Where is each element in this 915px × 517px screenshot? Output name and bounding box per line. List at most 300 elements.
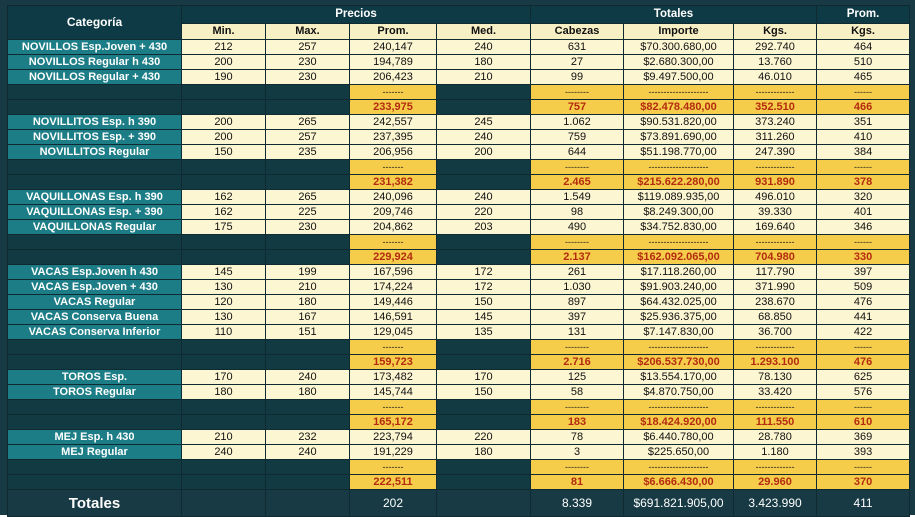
cell-prom-kgs: 346 [817, 220, 910, 235]
cell-max: 230 [266, 55, 350, 70]
subtotal-label-cell [8, 175, 182, 190]
column-header-min: Min. [182, 24, 266, 40]
separator-dashes-importe: -------------------- [624, 160, 734, 175]
column-header-prom: Prom. [350, 24, 437, 40]
table-row [8, 70, 910, 85]
subtotal-importe: $162.092.065,00 [624, 250, 734, 265]
separator-dashes-importe: -------------------- [624, 85, 734, 100]
cell-importe: $70.300.680,00 [624, 40, 734, 55]
totals-blank-cell [182, 490, 266, 517]
cell-max: 240 [266, 445, 350, 460]
cell-max: 210 [266, 280, 350, 295]
cell-cabezas: 99 [531, 70, 624, 85]
cell-kgs: 68.850 [734, 310, 817, 325]
table-row [8, 40, 910, 55]
subtotal-prom-kgs: 330 [817, 250, 910, 265]
subtotal-cabezas: 757 [531, 100, 624, 115]
separator-blank-cell [266, 160, 350, 175]
cell-cabezas: 58 [531, 385, 624, 400]
table-row [8, 55, 910, 70]
cell-prom: 206,423 [350, 70, 437, 85]
cell-kgs: 238.670 [734, 295, 817, 310]
cell-importe: $9.497.500,00 [624, 70, 734, 85]
table-row [8, 115, 910, 130]
cell-importe: $17.118.260,00 [624, 265, 734, 280]
cell-kgs: 46.010 [734, 70, 817, 85]
category-label: NOVILLITOS Regular [8, 145, 182, 160]
separator-dashes-kgs: ------------- [734, 85, 817, 100]
subtotal-importe: $206.537.730,00 [624, 355, 734, 370]
separator-dashes-prom: ------- [350, 400, 437, 415]
cell-prom: 129,045 [350, 325, 437, 340]
table-body [8, 40, 910, 490]
cell-max: 257 [266, 130, 350, 145]
separator-blank-cell [437, 400, 531, 415]
totals-label: Totales [8, 490, 182, 517]
cell-cabezas: 759 [531, 130, 624, 145]
column-header-kgs: Kgs. [734, 24, 817, 40]
separator-row [8, 85, 910, 100]
cell-med: 210 [437, 70, 531, 85]
cell-kgs: 373.240 [734, 115, 817, 130]
subtotal-prom: 165,172 [350, 415, 437, 430]
separator-dashes-cabezas: -------- [531, 460, 624, 475]
separator-dashes-prom-kgs: ------ [817, 85, 910, 100]
separator-label-cell [8, 460, 182, 475]
table-row [8, 310, 910, 325]
subtotal-importe: $18.424.920,00 [624, 415, 734, 430]
separator-dashes-cabezas: -------- [531, 400, 624, 415]
subtotal-kgs: 352.510 [734, 100, 817, 115]
separator-blank-cell [266, 235, 350, 250]
cell-min: 145 [182, 265, 266, 280]
subtotal-blank-cell [266, 475, 350, 490]
separator-dashes-prom: ------- [350, 340, 437, 355]
subtotal-blank-cell [266, 175, 350, 190]
cell-prom-kgs: 320 [817, 190, 910, 205]
cell-med: 203 [437, 220, 531, 235]
separator-label-cell [8, 85, 182, 100]
totals-prom-kgs: 411 [817, 490, 910, 517]
separator-dashes-prom: ------- [350, 460, 437, 475]
subtotal-importe: $215.622.280,00 [624, 175, 734, 190]
separator-blank-cell [182, 340, 266, 355]
separator-blank-cell [437, 160, 531, 175]
column-header-med: Med. [437, 24, 531, 40]
subtotal-label-cell [8, 415, 182, 430]
cell-prom-kgs: 576 [817, 385, 910, 400]
table-row [8, 295, 910, 310]
column-header-prom-kgs: Kgs. [817, 24, 910, 40]
cell-prom: 209,746 [350, 205, 437, 220]
subtotal-blank-cell [182, 250, 266, 265]
cell-med: 220 [437, 430, 531, 445]
cell-importe: $13.554.170,00 [624, 370, 734, 385]
cell-cabezas: 3 [531, 445, 624, 460]
separator-dashes-cabezas: -------- [531, 340, 624, 355]
cell-min: 210 [182, 430, 266, 445]
cell-kgs: 169.640 [734, 220, 817, 235]
cell-cabezas: 490 [531, 220, 624, 235]
subtotal-kgs: 1.293.100 [734, 355, 817, 370]
cell-prom: 174,224 [350, 280, 437, 295]
subtotal-blank-cell [182, 355, 266, 370]
cell-med: 200 [437, 145, 531, 160]
cell-importe: $225.650,00 [624, 445, 734, 460]
cell-prom: 145,744 [350, 385, 437, 400]
category-label: VAQUILLONAS Esp. + 390 [8, 205, 182, 220]
subtotal-prom-kgs: 370 [817, 475, 910, 490]
separator-dashes-cabezas: -------- [531, 160, 624, 175]
separator-dashes-cabezas: -------- [531, 235, 624, 250]
cell-cabezas: 644 [531, 145, 624, 160]
cell-max: 167 [266, 310, 350, 325]
cell-min: 170 [182, 370, 266, 385]
category-label: NOVILLITOS Esp. h 390 [8, 115, 182, 130]
column-group-prom: Prom. [817, 6, 910, 24]
category-label: VACAS Esp.Joven + 430 [8, 280, 182, 295]
table-row [8, 280, 910, 295]
category-label: VACAS Conserva Inferior [8, 325, 182, 340]
subtotal-blank-cell [266, 250, 350, 265]
subtotal-kgs: 111.550 [734, 415, 817, 430]
category-label: TOROS Esp. [8, 370, 182, 385]
cell-min: 110 [182, 325, 266, 340]
cell-max: 180 [266, 385, 350, 400]
table-row [8, 145, 910, 160]
cell-prom-kgs: 464 [817, 40, 910, 55]
separator-blank-cell [182, 460, 266, 475]
table-row [8, 130, 910, 145]
cell-med: 172 [437, 280, 531, 295]
cell-kgs: 78.130 [734, 370, 817, 385]
cell-importe: $34.752.830,00 [624, 220, 734, 235]
cell-med: 150 [437, 295, 531, 310]
cell-importe: $6.440.780,00 [624, 430, 734, 445]
cell-importe: $90.531.820,00 [624, 115, 734, 130]
cell-max: 265 [266, 115, 350, 130]
cell-prom-kgs: 510 [817, 55, 910, 70]
subtotal-blank-cell [182, 475, 266, 490]
subtotal-blank-cell [182, 175, 266, 190]
cell-prom: 191,229 [350, 445, 437, 460]
cell-med: 240 [437, 190, 531, 205]
cell-cabezas: 1.030 [531, 280, 624, 295]
cell-cabezas: 1.549 [531, 190, 624, 205]
cell-prom: 206,956 [350, 145, 437, 160]
cell-prom-kgs: 465 [817, 70, 910, 85]
column-header-max: Max. [266, 24, 350, 40]
cell-med: 180 [437, 445, 531, 460]
separator-dashes-kgs: ------------- [734, 400, 817, 415]
cell-kgs: 117.790 [734, 265, 817, 280]
cell-min: 200 [182, 55, 266, 70]
cell-max: 199 [266, 265, 350, 280]
subtotal-prom: 233,975 [350, 100, 437, 115]
cell-max: 180 [266, 295, 350, 310]
totals-row [8, 490, 910, 517]
cell-max: 240 [266, 370, 350, 385]
cell-max: 225 [266, 205, 350, 220]
cell-med: 145 [437, 310, 531, 325]
cell-prom: 149,446 [350, 295, 437, 310]
subtotal-blank-cell [182, 415, 266, 430]
totals-blank-cell [437, 490, 531, 517]
separator-blank-cell [182, 235, 266, 250]
subtotal-prom: 229,924 [350, 250, 437, 265]
subtotal-cabezas: 2.465 [531, 175, 624, 190]
cell-min: 180 [182, 385, 266, 400]
cell-min: 130 [182, 280, 266, 295]
separator-dashes-prom: ------- [350, 235, 437, 250]
separator-blank-cell [437, 235, 531, 250]
cell-prom: 194,789 [350, 55, 437, 70]
cell-prom-kgs: 393 [817, 445, 910, 460]
subtotal-importe: $6.666.430,00 [624, 475, 734, 490]
category-label: MEJ Regular [8, 445, 182, 460]
category-label: NOVILLOS Regular + 430 [8, 70, 182, 85]
cell-cabezas: 631 [531, 40, 624, 55]
separator-blank-cell [266, 340, 350, 355]
separator-row [8, 460, 910, 475]
cell-cabezas: 125 [531, 370, 624, 385]
totals-importe: $691.821.905,00 [624, 490, 734, 517]
subtotal-row [8, 100, 910, 115]
cell-cabezas: 98 [531, 205, 624, 220]
subtotal-label-cell [8, 250, 182, 265]
totals-prom: 202 [350, 490, 437, 517]
separator-dashes-cabezas: -------- [531, 85, 624, 100]
cell-prom: 242,557 [350, 115, 437, 130]
category-label: NOVILLITOS Esp. + 390 [8, 130, 182, 145]
column-group-totales: Totales [531, 6, 817, 24]
column-header-importe: Importe [624, 24, 734, 40]
table-row [8, 190, 910, 205]
subtotal-prom-kgs: 466 [817, 100, 910, 115]
cell-med: 172 [437, 265, 531, 280]
subtotal-blank-cell [437, 415, 531, 430]
separator-row [8, 340, 910, 355]
cell-importe: $64.432.025,00 [624, 295, 734, 310]
table-row [8, 325, 910, 340]
separator-dashes-importe: -------------------- [624, 400, 734, 415]
cell-min: 175 [182, 220, 266, 235]
separator-dashes-prom-kgs: ------ [817, 340, 910, 355]
cell-importe: $7.147.830,00 [624, 325, 734, 340]
cell-med: 240 [437, 40, 531, 55]
cell-importe: $2.680.300,00 [624, 55, 734, 70]
category-label: VACAS Esp.Joven h 430 [8, 265, 182, 280]
subtotal-blank-cell [266, 100, 350, 115]
cell-max: 257 [266, 40, 350, 55]
separator-blank-cell [182, 85, 266, 100]
cell-med: 150 [437, 385, 531, 400]
table-row [8, 265, 910, 280]
cell-med: 135 [437, 325, 531, 340]
price-table [7, 5, 910, 517]
cell-importe: $51.198.770,00 [624, 145, 734, 160]
subtotal-kgs: 931.890 [734, 175, 817, 190]
subtotal-importe: $82.478.480,00 [624, 100, 734, 115]
table-row [8, 430, 910, 445]
cell-prom: 173,482 [350, 370, 437, 385]
subtotal-blank-cell [437, 355, 531, 370]
category-label: VACAS Conserva Buena [8, 310, 182, 325]
cell-min: 212 [182, 40, 266, 55]
cell-prom-kgs: 625 [817, 370, 910, 385]
cell-min: 162 [182, 205, 266, 220]
separator-row [8, 400, 910, 415]
subtotal-cabezas: 2.716 [531, 355, 624, 370]
cell-kgs: 13.760 [734, 55, 817, 70]
separator-dashes-importe: -------------------- [624, 460, 734, 475]
totals-cabezas: 8.339 [531, 490, 624, 517]
cell-prom-kgs: 476 [817, 295, 910, 310]
cell-prom: 240,096 [350, 190, 437, 205]
separator-dashes-kgs: ------------- [734, 160, 817, 175]
subtotal-kgs: 704.980 [734, 250, 817, 265]
separator-blank-cell [437, 460, 531, 475]
cell-med: 170 [437, 370, 531, 385]
separator-dashes-kgs: ------------- [734, 460, 817, 475]
category-label: TOROS Regular [8, 385, 182, 400]
separator-row [8, 235, 910, 250]
column-header-cabezas: Cabezas [531, 24, 624, 40]
cell-prom-kgs: 422 [817, 325, 910, 340]
cell-med: 180 [437, 55, 531, 70]
column-group-precios: Precios [182, 6, 531, 24]
subtotal-prom: 222,511 [350, 475, 437, 490]
category-label: VAQUILLONAS Regular [8, 220, 182, 235]
separator-blank-cell [182, 160, 266, 175]
cell-cabezas: 261 [531, 265, 624, 280]
separator-label-cell [8, 160, 182, 175]
cell-kgs: 39.330 [734, 205, 817, 220]
separator-blank-cell [266, 400, 350, 415]
separator-dashes-importe: -------------------- [624, 235, 734, 250]
cell-kgs: 28.780 [734, 430, 817, 445]
subtotal-prom-kgs: 476 [817, 355, 910, 370]
cell-max: 230 [266, 70, 350, 85]
cell-cabezas: 397 [531, 310, 624, 325]
subtotal-blank-cell [437, 475, 531, 490]
cell-kgs: 247.390 [734, 145, 817, 160]
separator-dashes-prom: ------- [350, 160, 437, 175]
cell-cabezas: 897 [531, 295, 624, 310]
cell-kgs: 371.990 [734, 280, 817, 295]
subtotal-prom: 231,382 [350, 175, 437, 190]
cell-kgs: 1.180 [734, 445, 817, 460]
table-row [8, 205, 910, 220]
cell-min: 130 [182, 310, 266, 325]
subtotal-row [8, 250, 910, 265]
cell-prom-kgs: 441 [817, 310, 910, 325]
subtotal-row [8, 475, 910, 490]
subtotal-cabezas: 183 [531, 415, 624, 430]
subtotal-blank-cell [437, 175, 531, 190]
cell-cabezas: 131 [531, 325, 624, 340]
category-label: MEJ Esp. h 430 [8, 430, 182, 445]
subtotal-prom-kgs: 378 [817, 175, 910, 190]
cell-min: 150 [182, 145, 266, 160]
subtotal-row [8, 415, 910, 430]
cell-prom: 167,596 [350, 265, 437, 280]
cell-cabezas: 27 [531, 55, 624, 70]
subtotal-label-cell [8, 355, 182, 370]
cell-importe: $8.249.300,00 [624, 205, 734, 220]
separator-row [8, 160, 910, 175]
cell-max: 235 [266, 145, 350, 160]
cell-importe: $119.089.935,00 [624, 190, 734, 205]
cell-prom-kgs: 410 [817, 130, 910, 145]
cell-importe: $91.903.240,00 [624, 280, 734, 295]
subtotal-row [8, 175, 910, 190]
subtotal-kgs: 29.960 [734, 475, 817, 490]
subtotal-blank-cell [437, 100, 531, 115]
category-label: NOVILLOS Esp.Joven + 430 [8, 40, 182, 55]
cell-med: 240 [437, 130, 531, 145]
cell-min: 200 [182, 115, 266, 130]
table-row [8, 385, 910, 400]
subtotal-cabezas: 2.137 [531, 250, 624, 265]
subtotal-blank-cell [266, 415, 350, 430]
cell-prom: 223,794 [350, 430, 437, 445]
subtotal-blank-cell [266, 355, 350, 370]
totals-kgs: 3.423.990 [734, 490, 817, 517]
table-row [8, 445, 910, 460]
cell-prom-kgs: 384 [817, 145, 910, 160]
separator-dashes-kgs: ------------- [734, 235, 817, 250]
totals-blank-cell [266, 490, 350, 517]
cell-cabezas: 78 [531, 430, 624, 445]
separator-blank-cell [437, 340, 531, 355]
cell-prom-kgs: 397 [817, 265, 910, 280]
cell-prom-kgs: 401 [817, 205, 910, 220]
cell-min: 162 [182, 190, 266, 205]
table-row [8, 220, 910, 235]
cell-prom: 204,862 [350, 220, 437, 235]
cell-importe: $25.936.375,00 [624, 310, 734, 325]
subtotal-blank-cell [437, 250, 531, 265]
separator-dashes-prom: ------- [350, 85, 437, 100]
cell-prom: 146,591 [350, 310, 437, 325]
cell-max: 265 [266, 190, 350, 205]
subtotal-row [8, 355, 910, 370]
category-label: VAQUILLONAS Esp. h 390 [8, 190, 182, 205]
cell-max: 151 [266, 325, 350, 340]
cell-importe: $4.870.750,00 [624, 385, 734, 400]
cell-prom: 240,147 [350, 40, 437, 55]
cell-kgs: 292.740 [734, 40, 817, 55]
cell-kgs: 36.700 [734, 325, 817, 340]
cell-prom: 237,395 [350, 130, 437, 145]
separator-blank-cell [266, 85, 350, 100]
column-header-categoria: Categoría [8, 6, 182, 40]
separator-blank-cell [437, 85, 531, 100]
cell-importe: $73.891.690,00 [624, 130, 734, 145]
cell-kgs: 311.260 [734, 130, 817, 145]
separator-dashes-importe: -------------------- [624, 340, 734, 355]
cell-prom-kgs: 369 [817, 430, 910, 445]
cell-kgs: 496.010 [734, 190, 817, 205]
cell-min: 120 [182, 295, 266, 310]
subtotal-cabezas: 81 [531, 475, 624, 490]
cell-prom-kgs: 351 [817, 115, 910, 130]
separator-dashes-kgs: ------------- [734, 340, 817, 355]
cell-min: 190 [182, 70, 266, 85]
cell-min: 200 [182, 130, 266, 145]
category-label: NOVILLOS Regular h 430 [8, 55, 182, 70]
